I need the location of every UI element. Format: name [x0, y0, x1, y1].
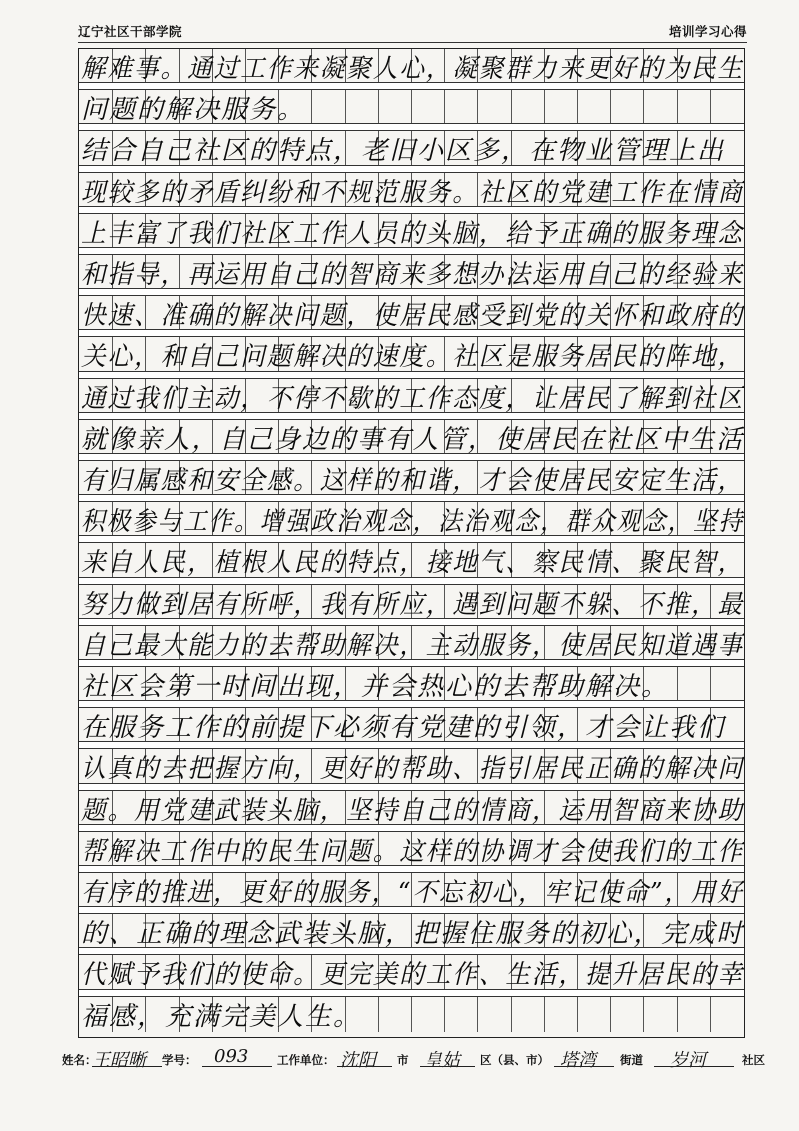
- work-unit-label: 工作单位：: [277, 1053, 335, 1067]
- writing-grid: [78, 48, 745, 1038]
- handwritten-line: 结合自己社区的特点，老旧小区多，在物业管理上出: [81, 136, 726, 167]
- grid-row: [79, 997, 744, 1038]
- student-id-value: 093: [214, 1046, 249, 1067]
- handwritten-line: 现较多的矛盾纠纷和不规范服务。社区的党建工作在情商: [81, 177, 744, 208]
- signature-footer: [62, 1046, 769, 1072]
- handwritten-line: 就像亲人，自己身边的事有人管，使居民在社区中生活: [81, 424, 744, 455]
- district-suffix: 区（县、市）: [480, 1053, 549, 1067]
- handwritten-line: 有归属感和安全感。这样的和谐，才会使居民安定生活，: [81, 466, 744, 496]
- community-value: 岁河: [670, 1050, 706, 1071]
- handwritten-line: 的、正确的理念武装头脑，把握住服务的初心，完成时: [81, 919, 744, 950]
- city-suffix: 市: [397, 1053, 409, 1067]
- city-underline: [337, 1066, 392, 1067]
- grid-row: [79, 379, 744, 420]
- handwritten-line: 快速、准确的解决问题，使居民感受到党的关怀和政府的: [81, 301, 744, 332]
- grid-row: [79, 90, 744, 131]
- street-value: 塔湾: [560, 1050, 596, 1071]
- grid-row: [79, 585, 744, 626]
- name-label: 姓名：: [62, 1053, 97, 1067]
- handwritten-line: 有序的推进，更好的服务，“不忘初心，牢记使命”，用好: [81, 878, 744, 908]
- handwritten-line: 在服务工作的前提下必须有党建的引领，才会让我们: [81, 713, 726, 744]
- district-value: 皇姑: [424, 1050, 460, 1071]
- handwritten-line: 上丰富了我们社区工作人员的头脑，给予正确的服务理念: [81, 218, 744, 249]
- handwritten-line: 积极参与工作。增强政治观念，法治观念，群众观念，坚持: [81, 507, 744, 538]
- handwritten-line: 通过我们主动，不停不歇的工作态度，让居民了解到社区: [81, 383, 744, 414]
- grid-row: [79, 214, 744, 255]
- grid-row: [79, 955, 744, 996]
- district-underline: [420, 1066, 475, 1067]
- handwritten-line: 题。用党建武装头脑，坚持自己的情商，运用智商来协助: [81, 795, 744, 826]
- grid-row: [79, 626, 744, 667]
- name-value: 王昭晰: [92, 1050, 146, 1071]
- handwritten-line: 社区会第一时间出现，并会热心的去帮助解决。: [81, 672, 670, 702]
- handwritten-line: 和指导，再运用自己的智商来多想办法运用自己的经验来: [81, 260, 744, 290]
- handwritten-line: 代赋予我们的使命。更完美的工作、生活，提升居民的幸: [81, 960, 744, 991]
- handwritten-line: 来自人民，植根人民的特点，接地气、察民情、聚民智，: [81, 548, 744, 579]
- grid-row: [79, 749, 744, 790]
- grid-row: [79, 255, 744, 296]
- grid-row: [79, 337, 744, 378]
- name-underline: [92, 1066, 162, 1067]
- grid-row: [79, 791, 744, 832]
- handwritten-line: 解难事。通过工作来凝聚人心，凝聚群力来更好的为民生: [81, 54, 744, 84]
- handwritten-line: 努力做到居有所呼，我有所应，遇到问题不躲、不推，最: [81, 589, 744, 620]
- document-type: 培训学习心得: [668, 24, 747, 39]
- handwritten-line: 自己最大能力的去帮助解决，主动服务，使居民知道遇事: [81, 630, 744, 661]
- grid-row: [79, 832, 744, 873]
- street-underline: [554, 1066, 614, 1067]
- grid-row: [79, 667, 744, 708]
- header-divider: [78, 42, 747, 43]
- grid-row: [79, 296, 744, 337]
- handwritten-line: 福感，充满完美人生。: [81, 1001, 362, 1032]
- student-id-label: 学号：: [162, 1053, 197, 1067]
- grid-row: [79, 49, 744, 90]
- grid-row: [79, 502, 744, 543]
- city-value: 沈阳: [340, 1050, 376, 1071]
- institution-name: 辽宁社区干部学院: [78, 24, 183, 39]
- grid-row: [79, 461, 744, 502]
- grid-row: [79, 873, 744, 914]
- street-suffix: 街道: [620, 1053, 643, 1067]
- student-id-underline: [202, 1066, 272, 1067]
- grid-row: [79, 543, 744, 584]
- page-header: [78, 22, 747, 42]
- grid-row: [79, 173, 744, 214]
- handwritten-line: 问题的解决服务。: [81, 95, 306, 126]
- grid-row: [79, 131, 744, 172]
- grid-row: [79, 708, 744, 749]
- community-underline: [654, 1066, 734, 1067]
- community-suffix: 社区: [742, 1053, 765, 1067]
- grid-row: [79, 420, 744, 461]
- handwritten-line: 认真的去把握方向，更好的帮助、指引居民正确的解决问: [81, 754, 744, 785]
- grid-row: [79, 914, 744, 955]
- handwritten-line: 帮解决工作中的民生问题。这样的协调才会使我们的工作: [81, 836, 744, 867]
- handwritten-line: 关心，和自己问题解决的速度。社区是服务居民的阵地，: [81, 342, 744, 373]
